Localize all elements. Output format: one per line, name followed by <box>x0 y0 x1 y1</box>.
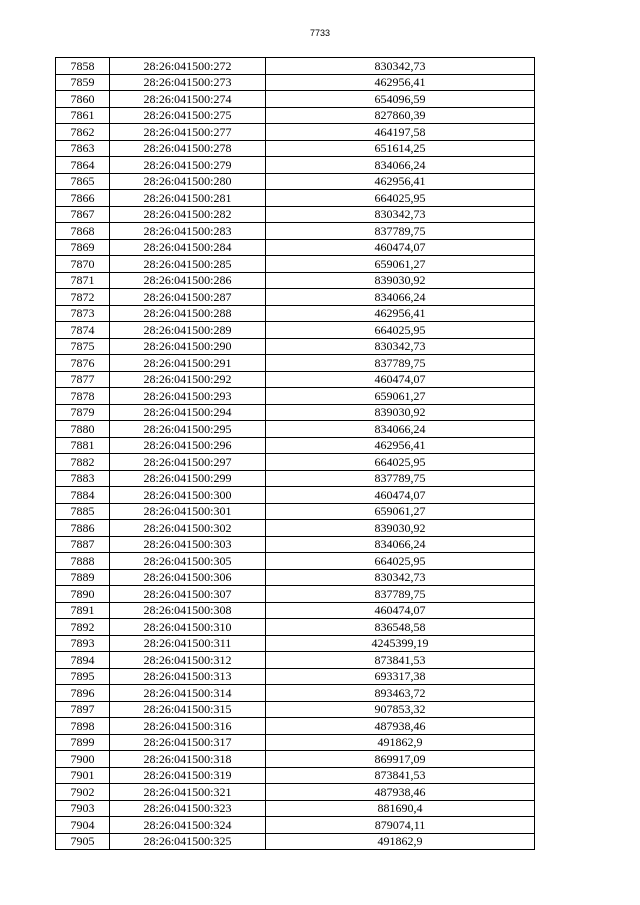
table-row <box>56 817 535 834</box>
cadastral-number-cell: 28:26:041500:286 <box>110 272 266 289</box>
row-number-cell: 7870 <box>56 256 110 273</box>
row-number-cell: 7881 <box>56 437 110 454</box>
table-row <box>56 586 535 603</box>
table-row <box>56 404 535 421</box>
value-cell: 837789,75 <box>266 470 535 487</box>
table-row <box>56 239 535 256</box>
row-number-cell: 7900 <box>56 751 110 768</box>
value-cell: 491862,9 <box>266 734 535 751</box>
table-row <box>56 569 535 586</box>
cadastral-number-cell: 28:26:041500:311 <box>110 635 266 652</box>
cadastral-number-cell: 28:26:041500:321 <box>110 784 266 801</box>
page-number: 7733 <box>309 28 331 38</box>
cadastral-number-cell: 28:26:041500:306 <box>110 569 266 586</box>
cadastral-number-cell: 28:26:041500:281 <box>110 190 266 207</box>
value-cell: 659061,27 <box>266 388 535 405</box>
row-number-cell: 7876 <box>56 355 110 372</box>
value-cell: 837789,75 <box>266 223 535 240</box>
row-number-cell: 7863 <box>56 140 110 157</box>
table-row <box>56 602 535 619</box>
value-cell: 659061,27 <box>266 503 535 520</box>
value-cell: 837789,75 <box>266 586 535 603</box>
cadastral-number-cell: 28:26:041500:319 <box>110 767 266 784</box>
value-cell: 651614,25 <box>266 140 535 157</box>
cadastral-number-cell: 28:26:041500:325 <box>110 833 266 850</box>
value-cell: 664025,95 <box>266 322 535 339</box>
row-number-cell: 7882 <box>56 454 110 471</box>
value-cell: 664025,95 <box>266 553 535 570</box>
table-row <box>56 305 535 322</box>
cadastral-number-cell: 28:26:041500:291 <box>110 355 266 372</box>
table-row <box>56 734 535 751</box>
value-cell: 873841,53 <box>266 767 535 784</box>
row-number-cell: 7895 <box>56 668 110 685</box>
row-number-cell: 7893 <box>56 635 110 652</box>
row-number-cell: 7877 <box>56 371 110 388</box>
data-table-container <box>55 57 535 850</box>
cadastral-number-cell: 28:26:041500:299 <box>110 470 266 487</box>
row-number-cell: 7901 <box>56 767 110 784</box>
value-cell: 460474,07 <box>266 602 535 619</box>
row-number-cell: 7872 <box>56 289 110 306</box>
data-table <box>55 57 535 850</box>
cadastral-number-cell: 28:26:041500:315 <box>110 701 266 718</box>
table-row <box>56 107 535 124</box>
row-number-cell: 7873 <box>56 305 110 322</box>
value-cell: 869917,09 <box>266 751 535 768</box>
table-row <box>56 784 535 801</box>
row-number-cell: 7862 <box>56 124 110 141</box>
row-number-cell: 7866 <box>56 190 110 207</box>
value-cell: 664025,95 <box>266 454 535 471</box>
value-cell: 834066,24 <box>266 289 535 306</box>
value-cell: 462956,41 <box>266 74 535 91</box>
value-cell: 693317,38 <box>266 668 535 685</box>
row-number-cell: 7875 <box>56 338 110 355</box>
cadastral-number-cell: 28:26:041500:282 <box>110 206 266 223</box>
row-number-cell: 7887 <box>56 536 110 553</box>
row-number-cell: 7861 <box>56 107 110 124</box>
row-number-cell: 7894 <box>56 652 110 669</box>
row-number-cell: 7890 <box>56 586 110 603</box>
cadastral-number-cell: 28:26:041500:292 <box>110 371 266 388</box>
table-row <box>56 289 535 306</box>
value-cell: 659061,27 <box>266 256 535 273</box>
cadastral-number-cell: 28:26:041500:284 <box>110 239 266 256</box>
value-cell: 873841,53 <box>266 652 535 669</box>
table-row <box>56 718 535 735</box>
row-number-cell: 7897 <box>56 701 110 718</box>
cadastral-number-cell: 28:26:041500:295 <box>110 421 266 438</box>
row-number-cell: 7859 <box>56 74 110 91</box>
table-row <box>56 58 535 75</box>
value-cell: 464197,58 <box>266 124 535 141</box>
table-row <box>56 272 535 289</box>
cadastral-number-cell: 28:26:041500:316 <box>110 718 266 735</box>
value-cell: 827860,39 <box>266 107 535 124</box>
table-row <box>56 619 535 636</box>
table-body <box>56 58 535 850</box>
table-row <box>56 322 535 339</box>
value-cell: 830342,73 <box>266 338 535 355</box>
table-row <box>56 157 535 174</box>
table-row <box>56 767 535 784</box>
row-number-cell: 7880 <box>56 421 110 438</box>
table-row <box>56 371 535 388</box>
value-cell: 834066,24 <box>266 421 535 438</box>
cadastral-number-cell: 28:26:041500:277 <box>110 124 266 141</box>
table-row <box>56 355 535 372</box>
table-row <box>56 520 535 537</box>
value-cell: 830342,73 <box>266 206 535 223</box>
row-number-cell: 7902 <box>56 784 110 801</box>
row-number-cell: 7891 <box>56 602 110 619</box>
cadastral-number-cell: 28:26:041500:305 <box>110 553 266 570</box>
value-cell: 462956,41 <box>266 173 535 190</box>
table-row <box>56 421 535 438</box>
row-number-cell: 7871 <box>56 272 110 289</box>
table-row <box>56 668 535 685</box>
row-number-cell: 7864 <box>56 157 110 174</box>
value-cell: 893463,72 <box>266 685 535 702</box>
table-row <box>56 256 535 273</box>
row-number-cell: 7886 <box>56 520 110 537</box>
value-cell: 881690,4 <box>266 800 535 817</box>
row-number-cell: 7874 <box>56 322 110 339</box>
cadastral-number-cell: 28:26:041500:312 <box>110 652 266 669</box>
table-row <box>56 74 535 91</box>
value-cell: 836548,58 <box>266 619 535 636</box>
table-row <box>56 751 535 768</box>
row-number-cell: 7878 <box>56 388 110 405</box>
value-cell: 830342,73 <box>266 569 535 586</box>
table-row <box>56 503 535 520</box>
cadastral-number-cell: 28:26:041500:317 <box>110 734 266 751</box>
cadastral-number-cell: 28:26:041500:274 <box>110 91 266 108</box>
table-row <box>56 635 535 652</box>
cadastral-number-cell: 28:26:041500:313 <box>110 668 266 685</box>
row-number-cell: 7903 <box>56 800 110 817</box>
cadastral-number-cell: 28:26:041500:302 <box>110 520 266 537</box>
row-number-cell: 7899 <box>56 734 110 751</box>
cadastral-number-cell: 28:26:041500:279 <box>110 157 266 174</box>
row-number-cell: 7888 <box>56 553 110 570</box>
value-cell: 837789,75 <box>266 355 535 372</box>
cadastral-number-cell: 28:26:041500:272 <box>110 58 266 75</box>
cadastral-number-cell: 28:26:041500:280 <box>110 173 266 190</box>
cadastral-number-cell: 28:26:041500:283 <box>110 223 266 240</box>
row-number-cell: 7865 <box>56 173 110 190</box>
value-cell: 839030,92 <box>266 272 535 289</box>
cadastral-number-cell: 28:26:041500:323 <box>110 800 266 817</box>
cadastral-number-cell: 28:26:041500:278 <box>110 140 266 157</box>
row-number-cell: 7858 <box>56 58 110 75</box>
value-cell: 830342,73 <box>266 58 535 75</box>
cadastral-number-cell: 28:26:041500:273 <box>110 74 266 91</box>
cadastral-number-cell: 28:26:041500:318 <box>110 751 266 768</box>
table-row <box>56 437 535 454</box>
row-number-cell: 7898 <box>56 718 110 735</box>
value-cell: 664025,95 <box>266 190 535 207</box>
value-cell: 839030,92 <box>266 404 535 421</box>
value-cell: 460474,07 <box>266 371 535 388</box>
row-number-cell: 7884 <box>56 487 110 504</box>
row-number-cell: 7867 <box>56 206 110 223</box>
value-cell: 462956,41 <box>266 437 535 454</box>
table-row <box>56 833 535 850</box>
value-cell: 839030,92 <box>266 520 535 537</box>
cadastral-number-cell: 28:26:041500:285 <box>110 256 266 273</box>
row-number-cell: 7860 <box>56 91 110 108</box>
cadastral-number-cell: 28:26:041500:296 <box>110 437 266 454</box>
row-number-cell: 7869 <box>56 239 110 256</box>
cadastral-number-cell: 28:26:041500:308 <box>110 602 266 619</box>
table-row <box>56 91 535 108</box>
value-cell: 834066,24 <box>266 536 535 553</box>
row-number-cell: 7885 <box>56 503 110 520</box>
value-cell: 460474,07 <box>266 239 535 256</box>
table-row <box>56 388 535 405</box>
cadastral-number-cell: 28:26:041500:310 <box>110 619 266 636</box>
table-row <box>56 338 535 355</box>
cadastral-number-cell: 28:26:041500:301 <box>110 503 266 520</box>
table-row <box>56 454 535 471</box>
table-row <box>56 652 535 669</box>
cadastral-number-cell: 28:26:041500:294 <box>110 404 266 421</box>
table-row <box>56 223 535 240</box>
table-row <box>56 685 535 702</box>
table-row <box>56 140 535 157</box>
row-number-cell: 7879 <box>56 404 110 421</box>
row-number-cell: 7892 <box>56 619 110 636</box>
value-cell: 879074,11 <box>266 817 535 834</box>
cadastral-number-cell: 28:26:041500:324 <box>110 817 266 834</box>
value-cell: 654096,59 <box>266 91 535 108</box>
row-number-cell: 7868 <box>56 223 110 240</box>
cadastral-number-cell: 28:26:041500:303 <box>110 536 266 553</box>
table-row <box>56 206 535 223</box>
value-cell: 4245399,19 <box>266 635 535 652</box>
table-row <box>56 553 535 570</box>
row-number-cell: 7896 <box>56 685 110 702</box>
value-cell: 460474,07 <box>266 487 535 504</box>
table-row <box>56 470 535 487</box>
cadastral-number-cell: 28:26:041500:287 <box>110 289 266 306</box>
cadastral-number-cell: 28:26:041500:289 <box>110 322 266 339</box>
row-number-cell: 7883 <box>56 470 110 487</box>
cadastral-number-cell: 28:26:041500:307 <box>110 586 266 603</box>
cadastral-number-cell: 28:26:041500:288 <box>110 305 266 322</box>
value-cell: 487938,46 <box>266 718 535 735</box>
table-row <box>56 190 535 207</box>
value-cell: 487938,46 <box>266 784 535 801</box>
row-number-cell: 7905 <box>56 833 110 850</box>
row-number-cell: 7889 <box>56 569 110 586</box>
table-row <box>56 173 535 190</box>
cadastral-number-cell: 28:26:041500:275 <box>110 107 266 124</box>
value-cell: 462956,41 <box>266 305 535 322</box>
row-number-cell: 7904 <box>56 817 110 834</box>
value-cell: 491862,9 <box>266 833 535 850</box>
cadastral-number-cell: 28:26:041500:300 <box>110 487 266 504</box>
value-cell: 907853,32 <box>266 701 535 718</box>
cadastral-number-cell: 28:26:041500:290 <box>110 338 266 355</box>
table-row <box>56 536 535 553</box>
table-row <box>56 701 535 718</box>
table-row <box>56 487 535 504</box>
cadastral-number-cell: 28:26:041500:314 <box>110 685 266 702</box>
table-row <box>56 124 535 141</box>
value-cell: 834066,24 <box>266 157 535 174</box>
table-row <box>56 800 535 817</box>
cadastral-number-cell: 28:26:041500:293 <box>110 388 266 405</box>
cadastral-number-cell: 28:26:041500:297 <box>110 454 266 471</box>
